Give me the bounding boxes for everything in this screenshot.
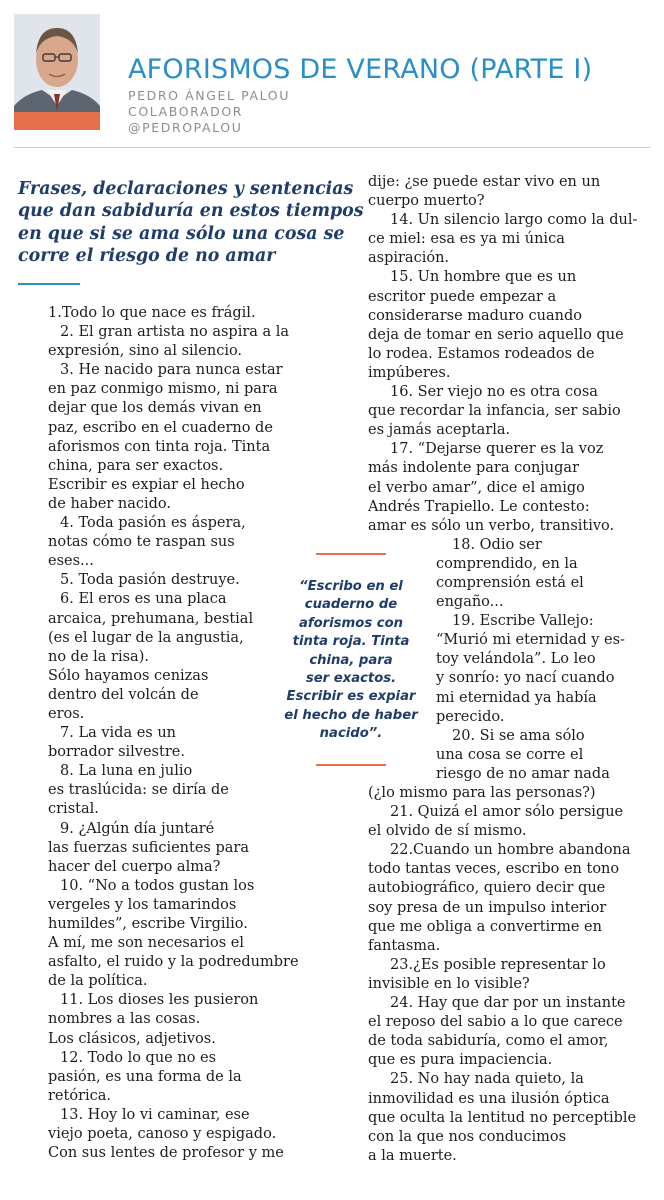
text-line: aspiración. [368,250,450,267]
text-line: que recordar la infancia, ser sabio [368,403,621,420]
text-line: paz, escribo en el cuaderno de [48,419,273,436]
text-line: dentro del volcán de [48,686,199,703]
text-line: lo rodea. Estamos rodeados de [368,345,595,362]
text-line: notas cómo te raspan sus [48,534,235,551]
text-line: no de la risa). [48,648,149,665]
text-line: Sólo hayamos cenizas [48,667,209,684]
text-line: retórica. [48,1087,112,1104]
text-line: 16. Ser viejo no es otra cosa [390,384,598,401]
text-line: 12. Todo lo que no es [60,1049,217,1066]
text-line: 4. Toda pasión es áspera, [60,515,246,532]
text-line: 8. La luna en julio [60,763,193,780]
text-line: invisible en lo visible? [368,975,530,992]
text-line: soy presa de un impulso interior [368,899,607,916]
text-line: mi eternidad ya había [436,689,597,706]
author-role: COLABORADOR [128,104,244,119]
lede-deck: Frases, declaraciones y sentencias que dan sabiduría en estos tiempos en que si se ama sólo una cosa se corre el riesgo de no amar [18,179,364,266]
text-line: comprendido, en la [436,555,578,572]
text-line: el verbo amar”, dice el amigo [368,479,585,496]
lede-underline [18,283,80,285]
text-line: pasión, es una forma de la [48,1068,242,1085]
text-line: el reposo del sabio a lo que carece [368,1014,623,1031]
text-line: toy velándola”. Lo leo [436,651,596,668]
text-line: y sonrío: yo nací cuando [436,670,615,687]
text-line: en paz conmigo mismo, ni para [48,381,278,398]
text-line: Andrés Trapiello. Le contesto: [368,498,590,515]
text-line: que es pura impaciencia. [368,1052,553,1069]
text-line: aforismos con tinta roja. Tinta [48,438,271,455]
text-line: 19. Escribe Vallejo: [452,613,594,630]
text-line: cristal. [48,801,99,818]
text-line: comprensión está el [436,574,584,591]
text-line: 22.Cuando un hombre abandona [390,842,631,859]
pull-quote [276,578,426,744]
text-line: el olvido de sí mismo. [368,823,527,840]
byline [128,88,290,136]
text-line: 14. Un silencio largo como la dul- [390,212,638,229]
text-line: 20. Si se ama sólo [452,727,585,744]
text-line: 3. He nacido para nunca estar [60,362,283,379]
text-line: es jamás aceptarla. [368,422,511,439]
text-line: todo tantas veces, escribo en tono [368,861,620,878]
text-line: más indolente para conjugar [368,460,580,477]
text-line: Escribir es expiar el hecho [48,476,245,493]
text-line: cuerpo muerto? [368,193,485,210]
text-line: eros. [48,705,85,722]
text-line: 21. Quizá el amor sólo persigue [390,804,624,821]
text-line: A mí, me son necesarios el [48,935,245,952]
text-line: amar es sólo un verbo, transitivo. [368,517,615,534]
text-line: 23.¿Es posible representar lo [390,956,606,973]
text-line: perecido. [436,708,505,725]
text-line: humildes”, escribe Virgilio. [48,916,248,932]
pull-quote-line: tinta roja. Tinta [292,634,410,650]
pull-quote-line: ser exactos. [305,671,397,687]
text-line: Con sus lentes de profesor y me [48,1145,284,1162]
pull-quote-rule-top [316,553,386,555]
text-line: considerarse maduro cuando [368,307,583,324]
text-line: 11. Los dioses les pusieron [60,992,259,1009]
text-line: fantasma. [368,937,441,954]
text-line: con la que nos conducimos [368,1128,567,1145]
text-line: que me obliga a convertirme en [368,918,602,935]
text-line: nombres a las cosas. [48,1011,201,1028]
pull-quote-line: el hecho de haber [284,707,418,723]
text-line: 5. Toda pasión destruye. [60,572,240,589]
text-line: es traslúcida: se diría de [48,782,229,799]
pull-quote-line: Escribir es expiar [286,689,416,705]
text-line: 9. ¿Algún día juntaré [60,820,215,837]
text-line: 6. El eros es una placa [60,591,227,608]
text-line: de haber nacido. [48,495,171,512]
pull-quote-rule-bottom [316,764,386,766]
author-name: PEDRO ÁNGEL PALOU [128,88,290,103]
text-line: a la muerte. [368,1147,457,1164]
text-line: 2. El gran artista no aspira a la [60,324,290,341]
pull-quote-line: cuaderno de [304,597,398,613]
text-line: borrador silvestre. [48,744,185,761]
text-line: asfalto, el ruido y la podredumbre [48,954,299,971]
text-line: dejar que los demás vivan en [48,400,262,417]
text-line: 25. No hay nada quieto, la [390,1071,584,1088]
article-title: AFORISMOS DE VERANO (PARTE I) [128,54,593,85]
text-line: china, para ser exactos. [48,457,224,474]
text-line: que oculta la lentitud no perceptible [368,1109,637,1126]
text-line: inmovilidad es una ilusión óptica [368,1090,610,1107]
text-line: “Murió mi eternidad y es- [436,632,625,649]
text-line: 17. “Dejarse querer es la voz [390,441,604,458]
text-line: las fuerzas suficientes para [48,839,249,856]
text-line: expresión, sino al silencio. [48,343,243,360]
author-handle: @PEDROPALOU [128,120,243,135]
text-line: 7. La vida es un [60,725,176,742]
text-line: deja de tomar en serio aquello que [368,326,624,343]
text-line: una cosa se corre el [436,746,584,763]
pull-quote-line: nacido”. [319,726,383,742]
text-line: 24. Hay que dar por un instante [390,995,626,1012]
text-line: vergeles y los tamarindos [48,896,237,913]
pull-quote-line: aforismos con [298,615,404,631]
text-line: impúberes. [368,364,451,381]
text-line: 18. Odio ser [452,536,542,553]
text-line: viejo poeta, canoso y espigado. [48,1126,277,1143]
text-line: escritor puede empezar a [368,288,557,305]
photo-accent-bar [14,112,100,130]
text-line: 13. Hoy lo vi caminar, ese [60,1106,250,1123]
pull-quote-line: “Escribo en el [299,579,403,594]
text-line: de toda sabiduría, como el amor, [368,1033,609,1050]
text-line: dije: ¿se puede estar vivo en un [368,174,601,190]
article-column-left [48,304,299,1163]
header-divider [14,147,650,148]
text-line: autobiográfico, quiero decir que [368,880,606,897]
text-line: ce miel: esa es ya mi única [368,231,565,248]
text-line: 10. “No a todos gustan los [60,877,255,894]
text-line: (es el lugar de la angustia, [48,629,244,646]
text-line: 1.Todo lo que nace es frágil. [48,305,256,321]
text-line: eses... [48,553,94,570]
text-line: (¿lo mismo para las personas?) [368,785,596,801]
text-line: engaño... [436,594,504,611]
text-line: riesgo de no amar nada [436,765,610,782]
text-line: de la política. [48,973,148,990]
text-line: Los clásicos, adjetivos. [48,1030,216,1047]
text-line: 15. Un hombre que es un [390,269,577,286]
pull-quote-line: china, para [309,652,393,668]
text-line: hacer del cuerpo alma? [48,858,221,875]
text-line: arcaica, prehumana, bestial [48,610,254,627]
